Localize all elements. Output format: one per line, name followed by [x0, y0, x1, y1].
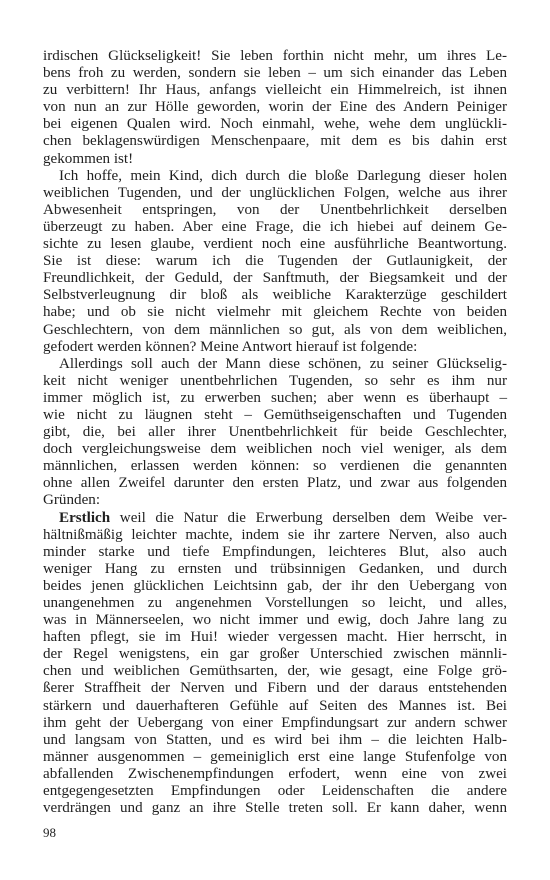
text-line: ihm geht der Uebergang von einer Empfindungsart zur andern schwer [43, 714, 507, 731]
text-line: verdrängen und ganz an ihre Stelle treten soll. Er kann daher, wenn [43, 800, 507, 817]
text-line: stärkern und dauerhafteren Gefühle auf Seiten des Mannes ist. Bei [43, 697, 507, 714]
paragraph-2 [43, 168, 507, 356]
text-line: überzeugt zu haben. Aber eine Frage, die ich hiebei auf deinem Ge- [43, 218, 507, 235]
text-line: von nun an zur Hölle geworden, worin der Eine des Andern Peiniger [43, 99, 507, 116]
text-line: wie nicht zu läugnen steht – Gemüthseigenschaften und Tugenden [43, 406, 507, 423]
text-line: ßerer Straffheit der Nerven und Fibern und der daraus entstehenden [43, 680, 507, 697]
paragraph-3 [43, 356, 507, 510]
text-line: sichte zu lesen glaube, verdient noch eine ausführliche Beantwortung. [43, 236, 507, 253]
text-line: was in Männerseelen, wo nicht immer und ewig, doch Jahre lang zu [43, 612, 507, 629]
text-line: Geschlechtern, von dem männlichen so gut, als von dem weiblichen, [43, 321, 507, 338]
text-line: der Regel wenigstens, ein gar großer Unterschied zwischen männli- [43, 646, 507, 663]
text-line: gibt, die, bei aller ihrer Unentbehrlichkeit für beide Geschlechter, [43, 424, 507, 441]
text-line: Selbstverleugnung dir bloß als weibliche Karakterzüge geschildert [43, 287, 507, 304]
text-line: chen beklagenswürdigen Menschenpaare, mit dem es bis dahin erst [43, 133, 507, 150]
text-line: Allerdings soll auch der Mann diese schönen, zu seiner Glückselig- [59, 355, 507, 372]
text-line: weiblichen Tugenden, und der unglücklichen Folgen, welche aus ihrer [43, 184, 507, 201]
paragraph-4 [43, 510, 507, 818]
emphasis-lead: Erstlich [59, 509, 111, 526]
text-line: minder starke und tiefe Empfindungen, leichteres Blut, also auch [43, 543, 507, 560]
text-line: bens froh zu werden, sondern sie leben – um sich einander das Leben [43, 65, 507, 82]
text-line: ohne allen Zweifel darunter den ersten Platz, und zwar aus folgenden [43, 475, 507, 492]
text-line: zu verbittern! Ihr Haus, anfangs vielleicht ein Himmelreich, ist ihnen [43, 82, 507, 99]
text-line: beides jenen glücklichen Leichtsinn gab, der ihr den Uebergang von [43, 577, 507, 594]
text-line: unangenehmen zu angenehmen Vorstellungen so leicht, und alles, [43, 595, 507, 611]
text-line: doch vergleichungsweise dem weiblichen noch viel weniger, als dem [43, 441, 507, 458]
text-line: Sie ist diese: warum ich die Tugenden der Gutlaunigkeit, der [43, 253, 507, 270]
paragraph-1 [43, 48, 507, 168]
text-line: entgegengesetzten Empfindungen oder Leidenschaften die andere [43, 783, 507, 800]
text-line: männlichen, erlassen werden können: so verdienen die genannten [43, 458, 507, 475]
page-body [43, 48, 507, 817]
text-line: chen und weiblichen Gemüthsarten, der, wie gesagt, eine Folge grö- [43, 663, 507, 680]
text-line: Gründen: [43, 492, 101, 509]
text-line: irdischen Glückseligkeit! Sie leben forthin nicht mehr, um ihres Le- [43, 48, 507, 64]
text-line: gekommen ist! [43, 150, 134, 167]
lead-line-rest: weil die Natur die Erwerbung derselben dem Weibe ver- [110, 509, 507, 526]
text-line: und langsam von Statten, und es wird bei ihm – die leichten Halb- [43, 731, 507, 748]
text-line: gefodert werden können? Meine Antwort hierauf ist folgende: [43, 338, 418, 355]
text-line: hältnißmäßig leichter machte, indem sie ihr zartere Nerven, also auch [43, 526, 507, 543]
text-line: haften pflegt, sie im Hui! wieder vergessen macht. Hier herrscht, in [43, 629, 507, 646]
text-line [43, 510, 507, 527]
text-line: männer ausgenommen – gemeiniglich erst eine lange Stufenfolge von [43, 748, 507, 765]
text-line: weniger Hang zu ernsten und trübsinnigen Gedanken, und durch [43, 560, 507, 577]
text-line: Abwesenheit entspringen, von der Unentbehrlichkeit derselben [43, 201, 507, 218]
text-line: Freundlichkeit, der Geduld, der Sanftmuth, der Biegsamkeit und der [43, 270, 507, 287]
page-number: 98 [43, 825, 56, 840]
text-line: habe; und ob sie nicht vielmehr mit gleichem Rechte von beiden [43, 304, 507, 321]
text-line: Ich hoffe, mein Kind, dich durch die bloße Darlegung dieser holen [59, 167, 507, 184]
text-line: abfallenden Zwischenempfindungen erfodert, wenn eine von zwei [43, 765, 507, 782]
text-line: bei eigenen Qualen wird. Noch einmahl, wehe, wehe dem unglückli- [43, 116, 507, 133]
text-line: keit nicht weniger unentbehrlichen Tugenden, so sehr es ihm nur [43, 372, 507, 389]
text-line: immer möglich ist, zu erwerben suchen; aber wenn es überhaupt – [43, 389, 507, 406]
